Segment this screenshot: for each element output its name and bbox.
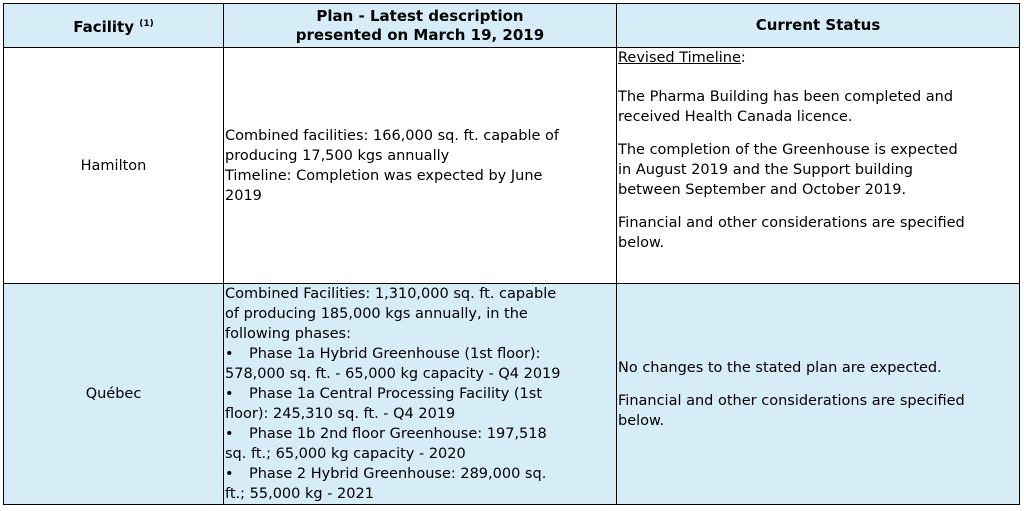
colon: :: [740, 50, 746, 66]
phase-item: [225, 384, 615, 404]
bullet-icon: •: [225, 386, 234, 402]
status-line: below.: [618, 412, 665, 429]
phase-text: Phase 1b 2nd floor Greenhouse: 197,518: [249, 426, 547, 442]
status-line: Financial and other considerations are specified: [618, 215, 965, 231]
bullet-icon: •: [225, 346, 234, 362]
bullet-icon: •: [225, 426, 234, 442]
status-line: in August 2019 and the Support building: [618, 162, 913, 178]
plan-cell-hamilton: [224, 48, 617, 284]
plan-line: 578,000 sq. ft. - 65,000 kg capacity - Q4 2019: [225, 366, 561, 382]
plan-line: Combined facilities: 166,000 sq. ft. capable of: [225, 127, 559, 144]
phase-item: [225, 424, 615, 444]
status-heading: [618, 48, 1018, 68]
table-row-hamilton: [4, 48, 1020, 284]
plan-line: floor): 245,310 sq. ft. - Q4 2019: [225, 406, 456, 422]
phase-text: Phase 1a Central Processing Facility (1st: [249, 386, 543, 402]
status-line: between September and October 2019.: [618, 182, 907, 198]
plan-line: Timeline: Completion was expected by June: [225, 167, 543, 184]
status-cell-hamilton: [617, 48, 1020, 284]
status-line: The completion of the Greenhouse is expected: [618, 142, 958, 158]
facility-name-hamilton: Hamilton: [4, 48, 224, 284]
status-line: Financial and other considerations are specified: [618, 392, 965, 409]
plan-line: producing 17,500 kgs annually: [225, 147, 450, 164]
status-line: The Pharma Building has been completed and: [618, 89, 954, 105]
plan-header-line2: presented on March 19, 2019: [295, 25, 545, 44]
revised-timeline-label: Revised Timeline: [618, 50, 741, 66]
status-line: received Health Canada licence.: [618, 109, 853, 125]
facilities-table: [3, 3, 1020, 505]
plan-line: following phases:: [225, 326, 351, 342]
plan-header: [224, 4, 617, 48]
plan-line: sq. ft.; 65,000 kg capacity - 2020: [225, 446, 466, 462]
phase-item: [225, 344, 615, 364]
plan-header-line1: Plan - Latest description: [316, 6, 524, 25]
plan-line: ft.; 55,000 kg - 2021: [225, 486, 374, 502]
plan-line: 2019: [225, 187, 262, 204]
status-cell-quebec: [617, 284, 1020, 505]
table-row-quebec: [4, 284, 1020, 505]
plan-cell-quebec: [224, 284, 617, 505]
status-header: Current Status: [617, 4, 1020, 48]
facility-name-quebec: Québec: [4, 284, 224, 505]
status-line: No changes to the stated plan are expected.: [618, 359, 942, 376]
plan-line: of producing 185,000 kgs annually, in the: [225, 306, 528, 322]
bullet-icon: •: [225, 466, 234, 482]
facility-header-label: Facility: [73, 17, 135, 36]
footnote-marker: (1): [139, 18, 154, 29]
phase-text: Phase 1a Hybrid Greenhouse (1st floor):: [249, 346, 541, 362]
status-line: below.: [618, 235, 665, 251]
header-row: [4, 4, 1020, 48]
facility-header: [4, 4, 224, 48]
phase-text: Phase 2 Hybrid Greenhouse: 289,000 sq.: [249, 466, 547, 482]
plan-line: Combined Facilities: 1,310,000 sq. ft. capable: [225, 286, 557, 302]
phase-item: [225, 464, 615, 484]
